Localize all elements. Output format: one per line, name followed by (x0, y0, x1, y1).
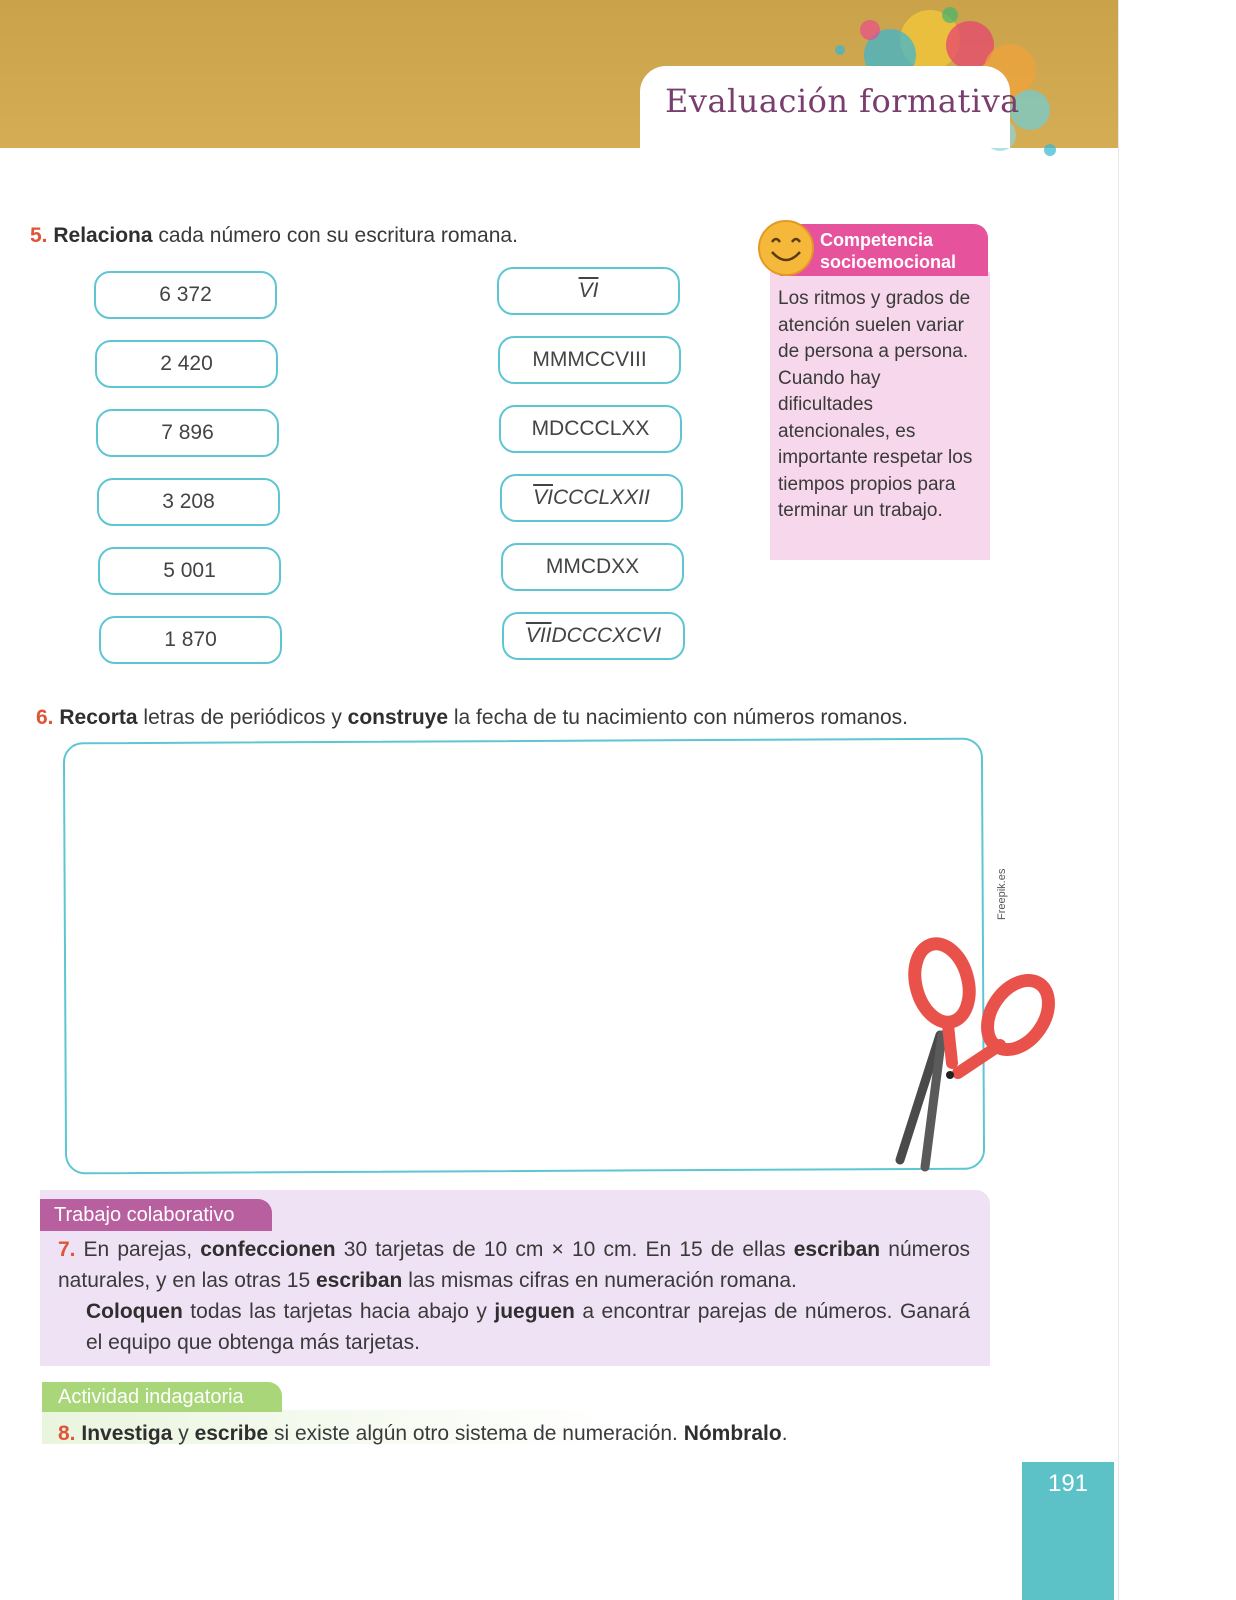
number-card-2[interactable] (95, 340, 278, 388)
roman-tail-part: MDCCCLXX (531, 417, 650, 440)
number-card-6[interactable] (99, 616, 282, 664)
q7-verb: Coloquen (86, 1300, 183, 1323)
roman-card-1[interactable] (497, 267, 680, 315)
number-card-1[interactable] (94, 271, 277, 319)
number-card-label: 6 372 (159, 283, 212, 306)
question-5-verb: Relaciona (53, 224, 153, 247)
q8-text: si existe algún otro sistema de numeración. (268, 1422, 684, 1445)
roman-overline-part: $\overline{VI}$ (578, 279, 599, 302)
question-6-verb1: Recorta (59, 706, 138, 729)
question-5-number: 5. (30, 224, 48, 247)
roman-overline-part: $\overline{VII}$ (525, 624, 552, 647)
roman-tail-part: MMCDXX (545, 555, 640, 578)
activity-tag: Actividad indagatoria (42, 1382, 282, 1412)
competencia-text: Los ritmos y grados de atención suelen variar de persona a persona. Cuando hay dificultades atencionales, es importante respetar los tiempos propios para terminar un trabajo. (778, 288, 973, 521)
number-card-label: 5 001 (163, 559, 216, 582)
q7-text: las mismas cifras en numeración romana. (402, 1269, 797, 1292)
q7-verb: escriban (793, 1238, 881, 1261)
roman-tail-part: MMMCCVIII (532, 348, 647, 371)
q7-text: En parejas, (83, 1238, 201, 1261)
answer-area-box[interactable] (63, 738, 985, 1175)
roman-card-3[interactable] (499, 405, 682, 453)
page-number: 191 (1022, 1462, 1114, 1600)
q7-verb: jueguen (494, 1300, 575, 1323)
question-6 (36, 706, 908, 730)
q8-verb: Investiga (81, 1422, 173, 1445)
collaborative-work-tag: Trabajo colaborativo (40, 1199, 272, 1231)
q8-text: y (172, 1422, 195, 1445)
roman-card-2[interactable] (498, 336, 681, 384)
q7-text: todas las tarjetas hacia abajo y (182, 1300, 495, 1323)
question-6-verb2: construye (347, 706, 449, 729)
question-7-number: 7. (58, 1238, 76, 1261)
smiley-icon (756, 218, 816, 278)
page-title: Evaluación formativa (665, 82, 1020, 120)
roman-tail-part: CCCLXXII (552, 486, 650, 509)
competencia-title-line1: Competencia (820, 230, 934, 250)
roman-card-4[interactable] (500, 474, 683, 522)
question-6-number: 6. (36, 706, 54, 729)
roman-tail-part: DCCCXCVI (551, 624, 662, 647)
number-card-label: 3 208 (162, 490, 215, 513)
number-card-label: 1 870 (164, 628, 217, 651)
number-card-4[interactable] (97, 478, 280, 526)
page-right-margin (1118, 0, 1236, 1600)
question-7 (58, 1234, 970, 1358)
question-8 (58, 1422, 788, 1446)
question-8-number: 8. (58, 1422, 76, 1445)
q8-verb: escribe (194, 1422, 269, 1445)
competencia-title-line2: socioemocional (820, 252, 957, 272)
roman-card-5[interactable] (501, 543, 684, 591)
q7-text: 30 tarjetas de 10 cm × 10 cm. En 15 de ellas (335, 1238, 794, 1261)
number-card-5[interactable] (98, 547, 281, 595)
roman-card-6[interactable] (502, 612, 685, 660)
scissors-icon (880, 935, 1070, 1175)
number-card-3[interactable] (96, 409, 279, 457)
q8-verb: Nómbralo (683, 1422, 782, 1445)
number-card-label: 2 420 (160, 352, 213, 375)
question-7-paragraph-2 (58, 1296, 970, 1358)
q7-verb: escriban (315, 1269, 403, 1292)
q7-text: a encontrar parejas de números. Ganará el equipo que obtenga más tarjetas. (86, 1300, 970, 1354)
question-5 (30, 224, 518, 248)
roman-overline-part: $\overline{VI}$ (533, 486, 553, 509)
q8-text: . (781, 1422, 788, 1445)
q7-text: números naturales, y en las otras 15 (58, 1238, 970, 1292)
question-5-text: cada número con su escritura romana. (152, 224, 518, 247)
number-card-label: 7 896 (161, 421, 214, 444)
question-6-mid: letras de periódicos y (137, 706, 348, 729)
question-6-text: la fecha de tu nacimiento con números romanos. (448, 706, 908, 729)
image-credit: Freepik.es (996, 868, 1008, 920)
q7-verb: confeccionen (200, 1238, 336, 1261)
